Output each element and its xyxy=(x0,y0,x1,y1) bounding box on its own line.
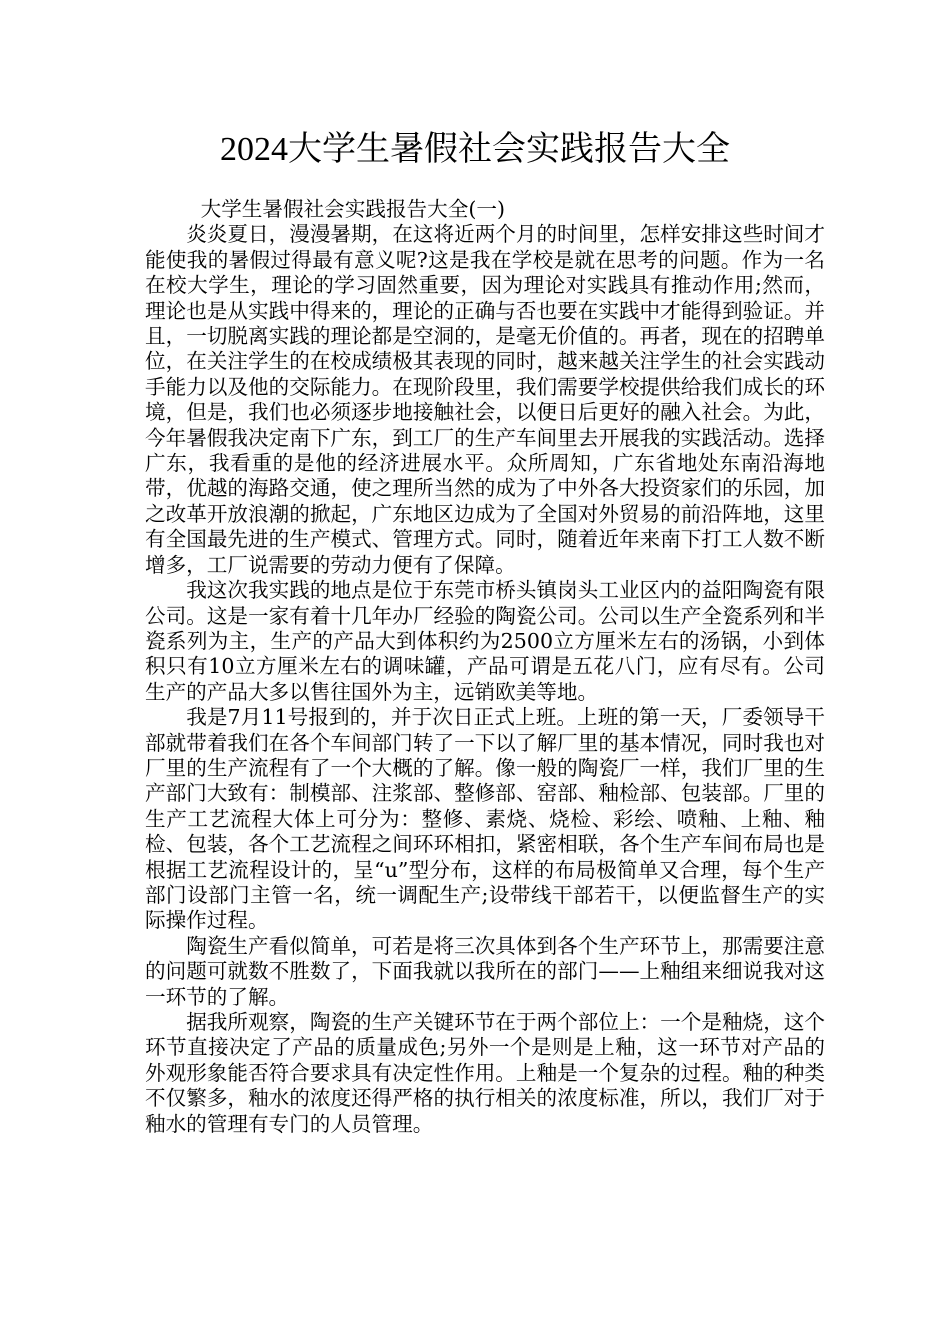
paragraph: 我是7月11号报到的，并于次日正式上班。上班的第一天，厂委领导干部就带着我们在各个车间部门转了一下以了解厂里的基本情况，同时我也对厂里的生产流程有了一个大概的了解。像一般的陶瓷厂一样，我们厂里的生产部门大致有：制模部、注浆部、整修部、窑部、釉检部、包装部。厂里的生产工艺流程大体上可分为：整修、素烧、烧检、彩绘、喷釉、上釉、釉检、包装，各个工艺流程之间环环相扣，紧密相联，各个生产车间布局也是根据工艺流程设计的，呈“u”型分布，这样的布局极简单又合理，每个生产部门设部门主管一名，统一调配生产;设带线干部若干，以便监督生产的实际操作过程。 xyxy=(145,705,825,933)
section-heading: 大学生暑假社会实践报告大全(一) xyxy=(200,197,505,221)
paragraph: 炎炎夏日，漫漫暑期，在这将近两个月的时间里，怎样安排这些时间才能使我的暑假过得最有意义呢?这是我在学校是就在思考的问题。作为一名在校大学生，理论的学习固然重要，因为理论对实践具有推动作用;然而，理论也是从实践中得来的，理论的正确与否也要在实践中才能得到验证。并且，一切脱离实践的理论都是空洞的，是毫无价值的。再者，现在的招聘单位，在关注学生的在校成绩极其表现的同时，越来越关注学生的社会实践动手能力以及他的交际能力。在现阶段里，我们需要学校提供给我们成长的环境，但是，我们也必须逐步地接触社会，以便日后更好的融入社会。为此，今年暑假我决定南下广东，到工厂的生产车间里去开展我的实践活动。选择广东，我看重的是他的经济进展水平。众所周知，广东省地处东南沿海地带，优越的海路交通，使之理所当然的成为了中外各大投资家们的乐园，加之改革开放浪潮的掀起，广东地区边成为了全国对外贸易的前沿阵地，这里有全国最先进的生产模式、管理方式。同时，随着近年来南下打工人数不断增多，工厂说需要的劳动力便有了保障。 xyxy=(145,222,825,577)
document-body xyxy=(145,197,825,1137)
paragraph: 陶瓷生产看似简单，可若是将三次具体到各个生产环节上，那需要注意的问题可就数不胜数了，下面我就以我所在的部门——上釉组来细说我对这一环节的了解。 xyxy=(145,933,825,1009)
paragraph: 我这次我实践的地点是位于东莞市桥头镇岗头工业区内的益阳陶瓷有限公司。这是一家有着十几年办厂经验的陶瓷公司。公司以生产全瓷系列和半瓷系列为主，生产的产品大到体积约为2500立方厘米左右的汤锅，小到体积只有10立方厘米左右的调味罐，产品可谓是五花八门，应有尽有。公司生产的产品大多以售往国外为主，远销欧美等地。 xyxy=(145,578,825,704)
document-title: 2024大学生暑假社会实践报告大全 xyxy=(220,131,730,168)
paragraph: 据我所观察，陶瓷的生产关键环节在于两个部位上：一个是釉烧，这个环节直接决定了产品的质量成色;另外一个是则是上釉，这一环节对产品的外观形象能否符合要求具有决定性作用。上釉是一个复杂的过程。釉的种类不仅繁多，釉水的浓度还得严格的执行相关的浓度标准，所以，我们厂对于釉水的管理有专门的人员管理。 xyxy=(145,1010,825,1136)
